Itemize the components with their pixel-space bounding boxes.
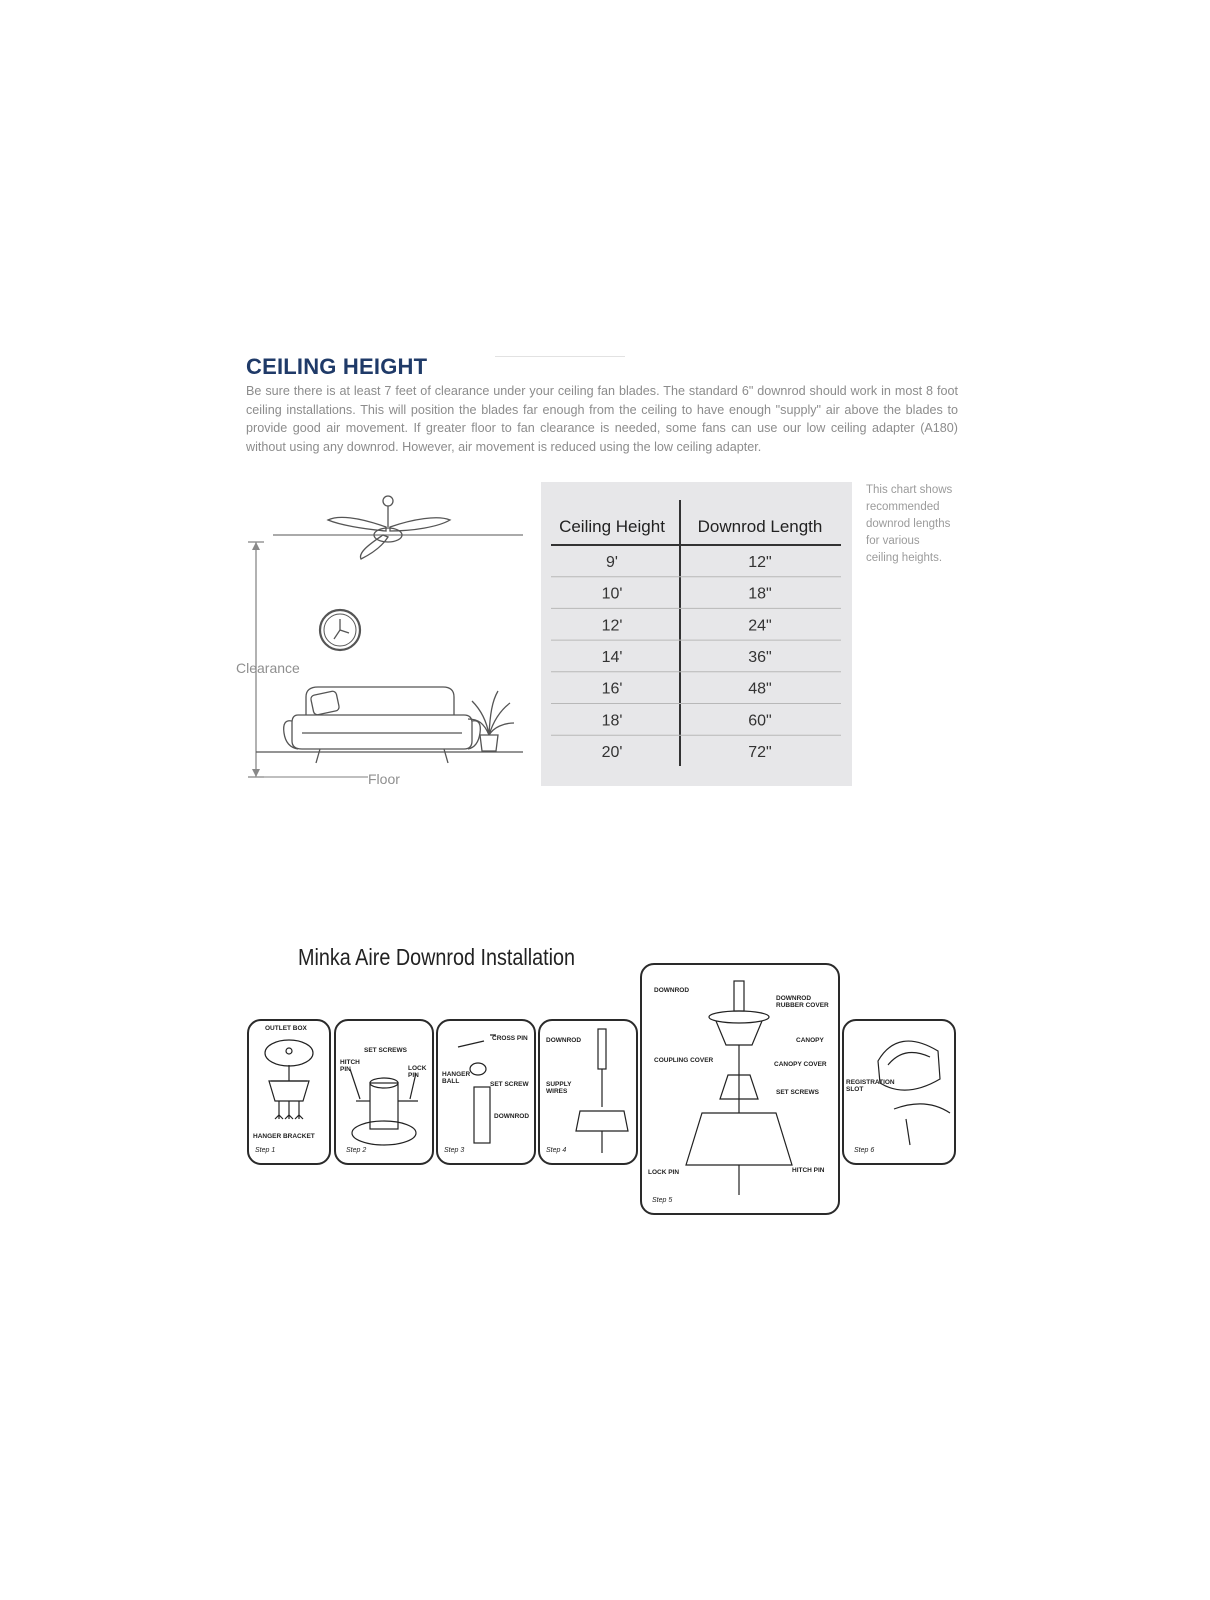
header-ceiling-height: Ceiling Height (559, 517, 665, 536)
step-2-drawing (336, 1021, 432, 1163)
downrod-length-table (541, 482, 852, 786)
label-coupling-cover: COUPLING COVER (654, 1057, 714, 1064)
fan-blade-front (360, 535, 388, 559)
label-lock-pin: LOCK PIN (648, 1169, 680, 1176)
note-line: This chart shows (866, 484, 953, 496)
fan-blade-right (390, 518, 450, 531)
label-hitch-pin: HITCH PIN (792, 1167, 825, 1174)
fan-blade-left (328, 517, 386, 531)
cell-downrod-length: 72" (748, 744, 772, 762)
note-line: for various (866, 535, 920, 547)
cell-ceiling-height: 12' (601, 617, 623, 635)
label-hitch-pin: HITCH PIN (340, 1059, 360, 1073)
label-canopy-cover: CANOPY COVER (774, 1061, 827, 1068)
cell-downrod-length: 12" (748, 553, 772, 571)
cell-downrod-length: 36" (748, 648, 772, 666)
step-label: Step 2 (346, 1147, 367, 1154)
intro-paragraph: Be sure there is at least 7 feet of clearance under your ceiling fan blades. The standard 6" downrod should work in most 8 foot ceiling installations. This will position the blades far enough from the ceiling to have enough "supply" air above the blades to provide good air movement. If greater floor to fan clearance is needed, some fans can use our low ceiling adapter (A180) without using any downrod. However, air movement is reduced using the low ceiling adapter. (246, 384, 958, 454)
step-label: Step 3 (444, 1147, 465, 1154)
step-6-panel (842, 1019, 956, 1165)
step-3-drawing (438, 1021, 534, 1163)
label-lock-pin: LOCK PIN (408, 1065, 427, 1079)
chart-note (866, 482, 966, 567)
label-canopy: CANOPY (796, 1037, 824, 1044)
step-label: Step 4 (546, 1147, 567, 1154)
label-cross-pin: CROSS PIN (492, 1035, 528, 1042)
step-label: Step 1 (255, 1147, 276, 1154)
step-1-panel (247, 1019, 331, 1165)
cell-downrod-length: 24" (748, 617, 772, 635)
label-set-screws: SET SCREWS (364, 1047, 407, 1054)
step-label: Step 5 (652, 1197, 673, 1204)
cell-ceiling-height: 20' (601, 744, 623, 762)
cell-downrod-length: 48" (748, 680, 772, 698)
cell-ceiling-height: 10' (601, 585, 623, 603)
installation-title: Minka Aire Downrod Installation (298, 944, 576, 970)
label-downrod: DOWNROD (546, 1037, 582, 1044)
step-4-panel (538, 1019, 638, 1165)
cell-ceiling-height: 14' (601, 648, 623, 666)
note-line: ceiling heights. (866, 552, 943, 564)
cell-downrod-length: 18" (748, 585, 772, 603)
step-label: Step 6 (854, 1147, 875, 1154)
note-line: downrod lengths (866, 518, 951, 530)
section-title: CEILING HEIGHT (246, 354, 428, 379)
note-line: recommended (866, 501, 940, 513)
label-outlet-box: OUTLET BOX (265, 1025, 307, 1032)
clearance-label: Clearance (236, 660, 300, 676)
floor-label: Floor (368, 771, 400, 787)
cell-ceiling-height: 16' (601, 680, 623, 698)
room-clearance-illustration (228, 487, 528, 787)
label-registration-slot: REGISTRATION SLOT (846, 1079, 895, 1093)
cell-ceiling-height: 18' (601, 712, 623, 730)
cell-downrod-length: 60" (748, 712, 772, 730)
label-set-screw: SET SCREW (490, 1081, 529, 1088)
cell-ceiling-height: 9' (606, 553, 618, 571)
plant-pot (480, 735, 498, 751)
header-downrod-length: Downrod Length (697, 517, 823, 536)
label-downrod: DOWNROD (654, 987, 690, 994)
title-divider (495, 356, 625, 357)
fan-canopy-shape (383, 496, 393, 506)
label-supply-wires: SUPPLY WIRES (546, 1081, 572, 1095)
sofa-seat (292, 715, 472, 749)
sofa-back (306, 687, 454, 715)
step-5-panel (640, 963, 840, 1215)
label-hanger-ball: HANGER BALL (442, 1071, 471, 1085)
label-hanger-bracket: HANGER BRACKET (253, 1133, 315, 1140)
label-downrod: DOWNROD (494, 1113, 530, 1120)
step-1-drawing (249, 1021, 329, 1163)
step-3-panel (436, 1019, 536, 1165)
step-2-panel (334, 1019, 434, 1165)
label-set-screws: SET SCREWS (776, 1089, 819, 1096)
label-downrod-rubber-cover: DOWNROD RUBBER COVER (776, 995, 829, 1009)
